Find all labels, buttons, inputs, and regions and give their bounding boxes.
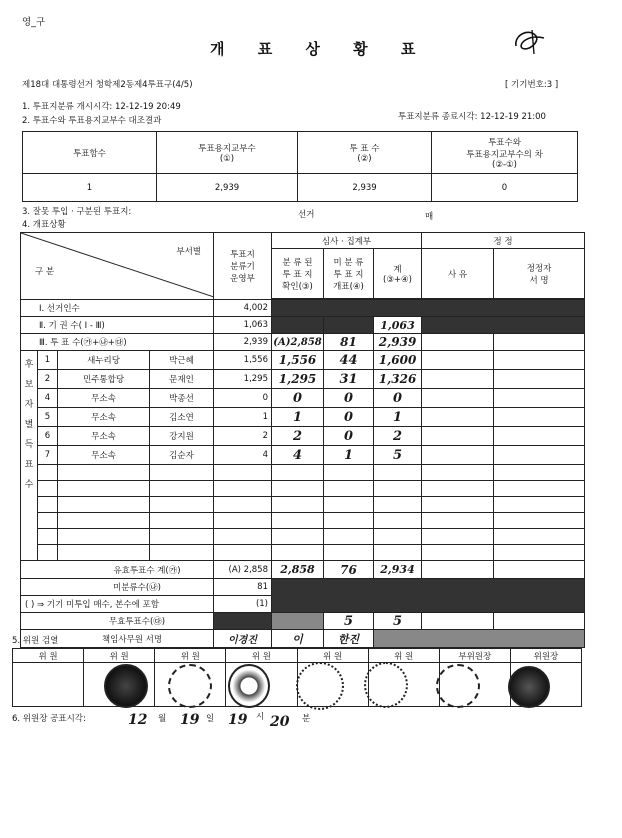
header-sum: 계 (③+④) [374, 249, 422, 299]
corner-label: 영_구 [22, 17, 46, 28]
announce-day-unit: 일 [206, 714, 215, 724]
seal-stamp [296, 662, 344, 710]
row-valid-sorted: 2,858 [272, 561, 324, 579]
row-officer-unsorted: 한진 [324, 630, 374, 648]
row-note-label: ( ) ⇒ 기기 미투입 매수, 본수에 포함 [21, 596, 214, 613]
compare-label: 2. 투표수와 투표용지교부수 대조결과 [22, 116, 162, 126]
cand-party: 새누리당 [58, 351, 150, 370]
section3-right: 매 [425, 212, 434, 222]
cand-sorted: 1,295 [272, 370, 324, 389]
seal-stamp [104, 664, 148, 708]
cand-no: 6 [38, 427, 58, 446]
row-invalid-label: 무효투표수(㉰) [21, 613, 214, 630]
cand-machine: 1 [214, 408, 272, 427]
cand-name: 문재인 [150, 370, 214, 389]
row-votes-sorted: (A)2,858 [272, 334, 324, 351]
cand-sum: 1,600 [374, 351, 422, 370]
cand-unsorted: 0 [324, 408, 374, 427]
cand-sum: 1,326 [374, 370, 422, 389]
header-division [21, 233, 214, 300]
committee-header: 위 원 [297, 649, 368, 663]
cand-party: 무소속 [58, 446, 150, 465]
seal-stamp [228, 664, 270, 708]
compare-header: 투표함수 [23, 132, 157, 174]
compare-value: 2,939 [157, 174, 298, 202]
seal-stamp [436, 664, 480, 708]
section4-label: 4. 개표상황 [22, 220, 66, 230]
cand-unsorted: 0 [324, 389, 374, 408]
cand-party: 무소속 [58, 408, 150, 427]
header-dept: 부서별 [176, 247, 201, 257]
seal-stamp [364, 662, 408, 708]
cand-no: 7 [38, 446, 58, 465]
header-review: 심사 · 집계부 [272, 233, 422, 249]
cand-machine: 1,556 [214, 351, 272, 370]
cand-sorted: 0 [272, 389, 324, 408]
committee-header: 위 원 [13, 649, 84, 663]
cand-no: 4 [38, 389, 58, 408]
committee-header: 위원장 [510, 649, 581, 663]
row-note-machine: (1) [214, 596, 272, 613]
cand-unsorted: 1 [324, 446, 374, 465]
section3-mid: 선거 [298, 210, 315, 220]
candidates-side-label: 후보자별득표수 [21, 351, 38, 561]
cand-no: 2 [38, 370, 58, 389]
row-voters-machine: 4,002 [214, 300, 272, 317]
committee-header: 위 원 [84, 649, 155, 663]
row-officer-machine: 이경진 [214, 630, 272, 648]
header-machine: 투표지 분류기 운영부 [214, 233, 272, 300]
committee-header: 위 원 [226, 649, 297, 663]
signature-icon [510, 24, 550, 60]
cand-sorted: 4 [272, 446, 324, 465]
announce-month: 12 [128, 712, 148, 728]
committee-header: 위 원 [155, 649, 226, 663]
cand-sum: 1 [374, 408, 422, 427]
header-unsorted: 미 분 류 투 표 지 개표(④) [324, 249, 374, 299]
cand-machine: 4 [214, 446, 272, 465]
row-invalid-unsorted: 5 [324, 613, 374, 630]
committee-header: 위 원 [368, 649, 439, 663]
section5-label: 5. 위원 검열 [12, 636, 59, 646]
header-sorted: 분 류 된 투 표 지 확인(③) [272, 249, 324, 299]
compare-table [22, 131, 578, 202]
row-officer-label: 책임사무원 서명 [21, 630, 214, 648]
compare-value: 2,939 [298, 174, 432, 202]
start-time: 1. 투표지분류 개시시각: 12-12-19 20:49 [22, 102, 181, 112]
row-voters-label: Ⅰ. 선거인수 [21, 300, 214, 317]
cand-party: 무소속 [58, 389, 150, 408]
header-signer: 정정자 서 명 [494, 249, 585, 299]
row-abstain-label: Ⅱ. 기 권 수( Ⅰ - Ⅲ) [21, 317, 214, 334]
cand-party: 민주통합당 [58, 370, 150, 389]
section3-label: 3. 잘못 투입 · 구분된 투표지: [22, 207, 132, 217]
section6-label: 6. 위원장 공표시각: [12, 714, 86, 724]
row-invalid-sum: 5 [374, 613, 422, 630]
row-votes-label: Ⅲ. 투 표 수(㉮+㉯+㉰) [21, 334, 214, 351]
cand-machine: 2 [214, 427, 272, 446]
announce-hour-unit: 시 [256, 712, 265, 722]
row-valid-label: 유효투표수 계(㉮) [21, 561, 214, 579]
cand-sorted: 1,556 [272, 351, 324, 370]
main-table [20, 232, 585, 648]
cand-machine: 1,295 [214, 370, 272, 389]
header-reason: 사 유 [422, 249, 494, 299]
compare-header: 투표용지교부수 (①) [157, 132, 298, 174]
cand-party: 무소속 [58, 427, 150, 446]
cand-sorted: 1 [272, 408, 324, 427]
announce-hour: 19 [228, 712, 248, 728]
header-div: 구 분 [35, 267, 55, 277]
row-valid-machine: (A) 2,858 [214, 561, 272, 579]
row-valid-sum: 2,934 [374, 561, 422, 579]
cand-no: 5 [38, 408, 58, 427]
cand-unsorted: 0 [324, 427, 374, 446]
cand-name: 강지원 [150, 427, 214, 446]
row-unsorted-label: 미분류수(㉯) [21, 579, 214, 596]
cand-unsorted: 44 [324, 351, 374, 370]
compare-header: 투 표 수 (②) [298, 132, 432, 174]
announce-minute-unit: 분 [302, 714, 311, 724]
end-time: 투표지분류 종료시각: 12-12-19 21:00 [398, 112, 546, 122]
device-number: [ 기기번호:3 ] [505, 80, 559, 90]
page-title: 개 표 상 황 표 [210, 40, 430, 58]
header-correct: 정 정 [422, 233, 585, 249]
cand-name: 박근혜 [150, 351, 214, 370]
row-valid-unsorted: 76 [324, 561, 374, 579]
election-name: 제18대 대통령선거 청학제2동제4투표구(4/5) [22, 80, 193, 90]
row-votes-sum: 2,939 [374, 334, 422, 351]
announce-day: 19 [180, 712, 200, 728]
cand-sorted: 2 [272, 427, 324, 446]
row-unsorted-machine: 81 [214, 579, 272, 596]
compare-value: 1 [23, 174, 157, 202]
committee-header: 부위원장 [439, 649, 510, 663]
compare-value: 0 [432, 174, 578, 202]
row-officer-sorted: 이 [272, 630, 324, 648]
row-votes-machine: 2,939 [214, 334, 272, 351]
cand-name: 김순자 [150, 446, 214, 465]
cand-name: 김소연 [150, 408, 214, 427]
seal-stamp [508, 666, 550, 708]
cand-sum: 2 [374, 427, 422, 446]
compare-header: 투표수와 투표용지교부수의 차 (②-①) [432, 132, 578, 174]
cand-sum: 5 [374, 446, 422, 465]
cand-unsorted: 31 [324, 370, 374, 389]
cand-machine: 0 [214, 389, 272, 408]
row-votes-unsorted: 81 [324, 334, 374, 351]
announce-minute: 20 [270, 714, 290, 730]
cand-name: 박종선 [150, 389, 214, 408]
cand-no: 1 [38, 351, 58, 370]
row-abstain-sum: 1,063 [374, 317, 422, 334]
cand-sum: 0 [374, 389, 422, 408]
announce-month-unit: 월 [158, 714, 167, 724]
seal-stamp [168, 664, 212, 708]
row-abstain-machine: 1,063 [214, 317, 272, 334]
